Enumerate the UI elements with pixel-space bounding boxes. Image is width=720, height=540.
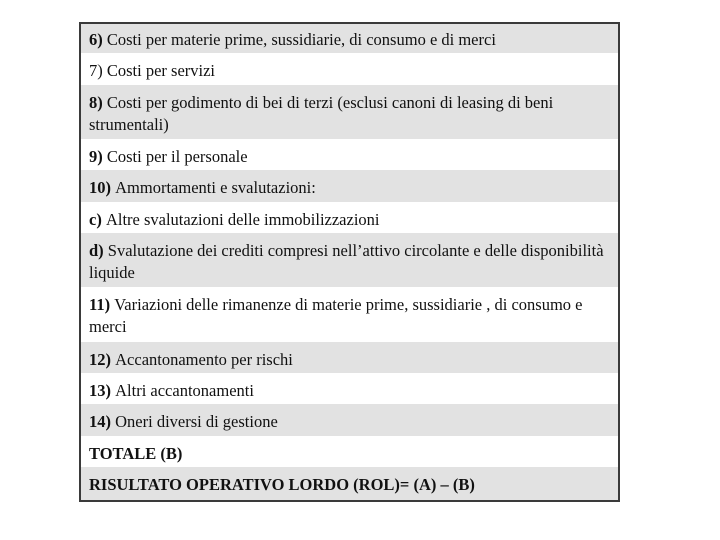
row-text: Ammortamenti e svalutazioni: [115,178,316,198]
table-row [81,406,618,437]
total-label: TOTALE (B) [89,443,183,463]
table-row [81,87,618,142]
row-number: 10) [89,178,116,198]
table-row [81,235,618,290]
row-number: 8) [89,92,107,112]
row-number: 9) [89,147,107,167]
row-text: Oneri diversi di gestione [115,412,278,432]
table-row [81,344,618,375]
table-row [81,55,618,86]
table-row [81,24,618,55]
cost-table [79,22,620,502]
row-text: Altri accantonamenti [115,381,254,401]
row-text: Svalutazione dei crediti compresi nell’attivo circolante e delle disponibilità liquide [89,240,604,282]
row-text: Accantonamento per rischi [115,349,293,369]
table-row [81,289,618,344]
row-number: 13) [89,381,116,401]
row-number: c) [89,209,106,229]
row-number: 11) [89,295,115,315]
row-number: 14) [89,412,116,432]
table-row [81,375,618,406]
row-text: Costi per servizi [106,61,216,81]
table-row [81,172,618,203]
row-number: 6) [89,30,107,49]
total-row [81,438,618,469]
row-text: Costi per materie prime, sussidiarie, di consumo e di merci [106,30,496,49]
table-row [81,141,618,172]
row-text: Costi per il personale [106,147,248,167]
row-text: Variazioni delle rimanenze di materie prime, sussidiarie , di consumo e merci [89,295,583,337]
table-row [81,204,618,235]
row-number: d) [89,240,108,260]
row-text: Costi per godimento di bei di terzi (esclusi canoni di leasing di beni strumentali) [89,92,554,134]
row-number: 12) [89,349,116,369]
rol-label: RISULTATO OPERATIVO LORDO (ROL)= (A) – (B) [89,474,475,494]
rol-row [81,469,618,500]
row-number: 7) [89,61,107,81]
row-text: Altre svalutazioni delle immobilizzazioni [105,209,380,229]
